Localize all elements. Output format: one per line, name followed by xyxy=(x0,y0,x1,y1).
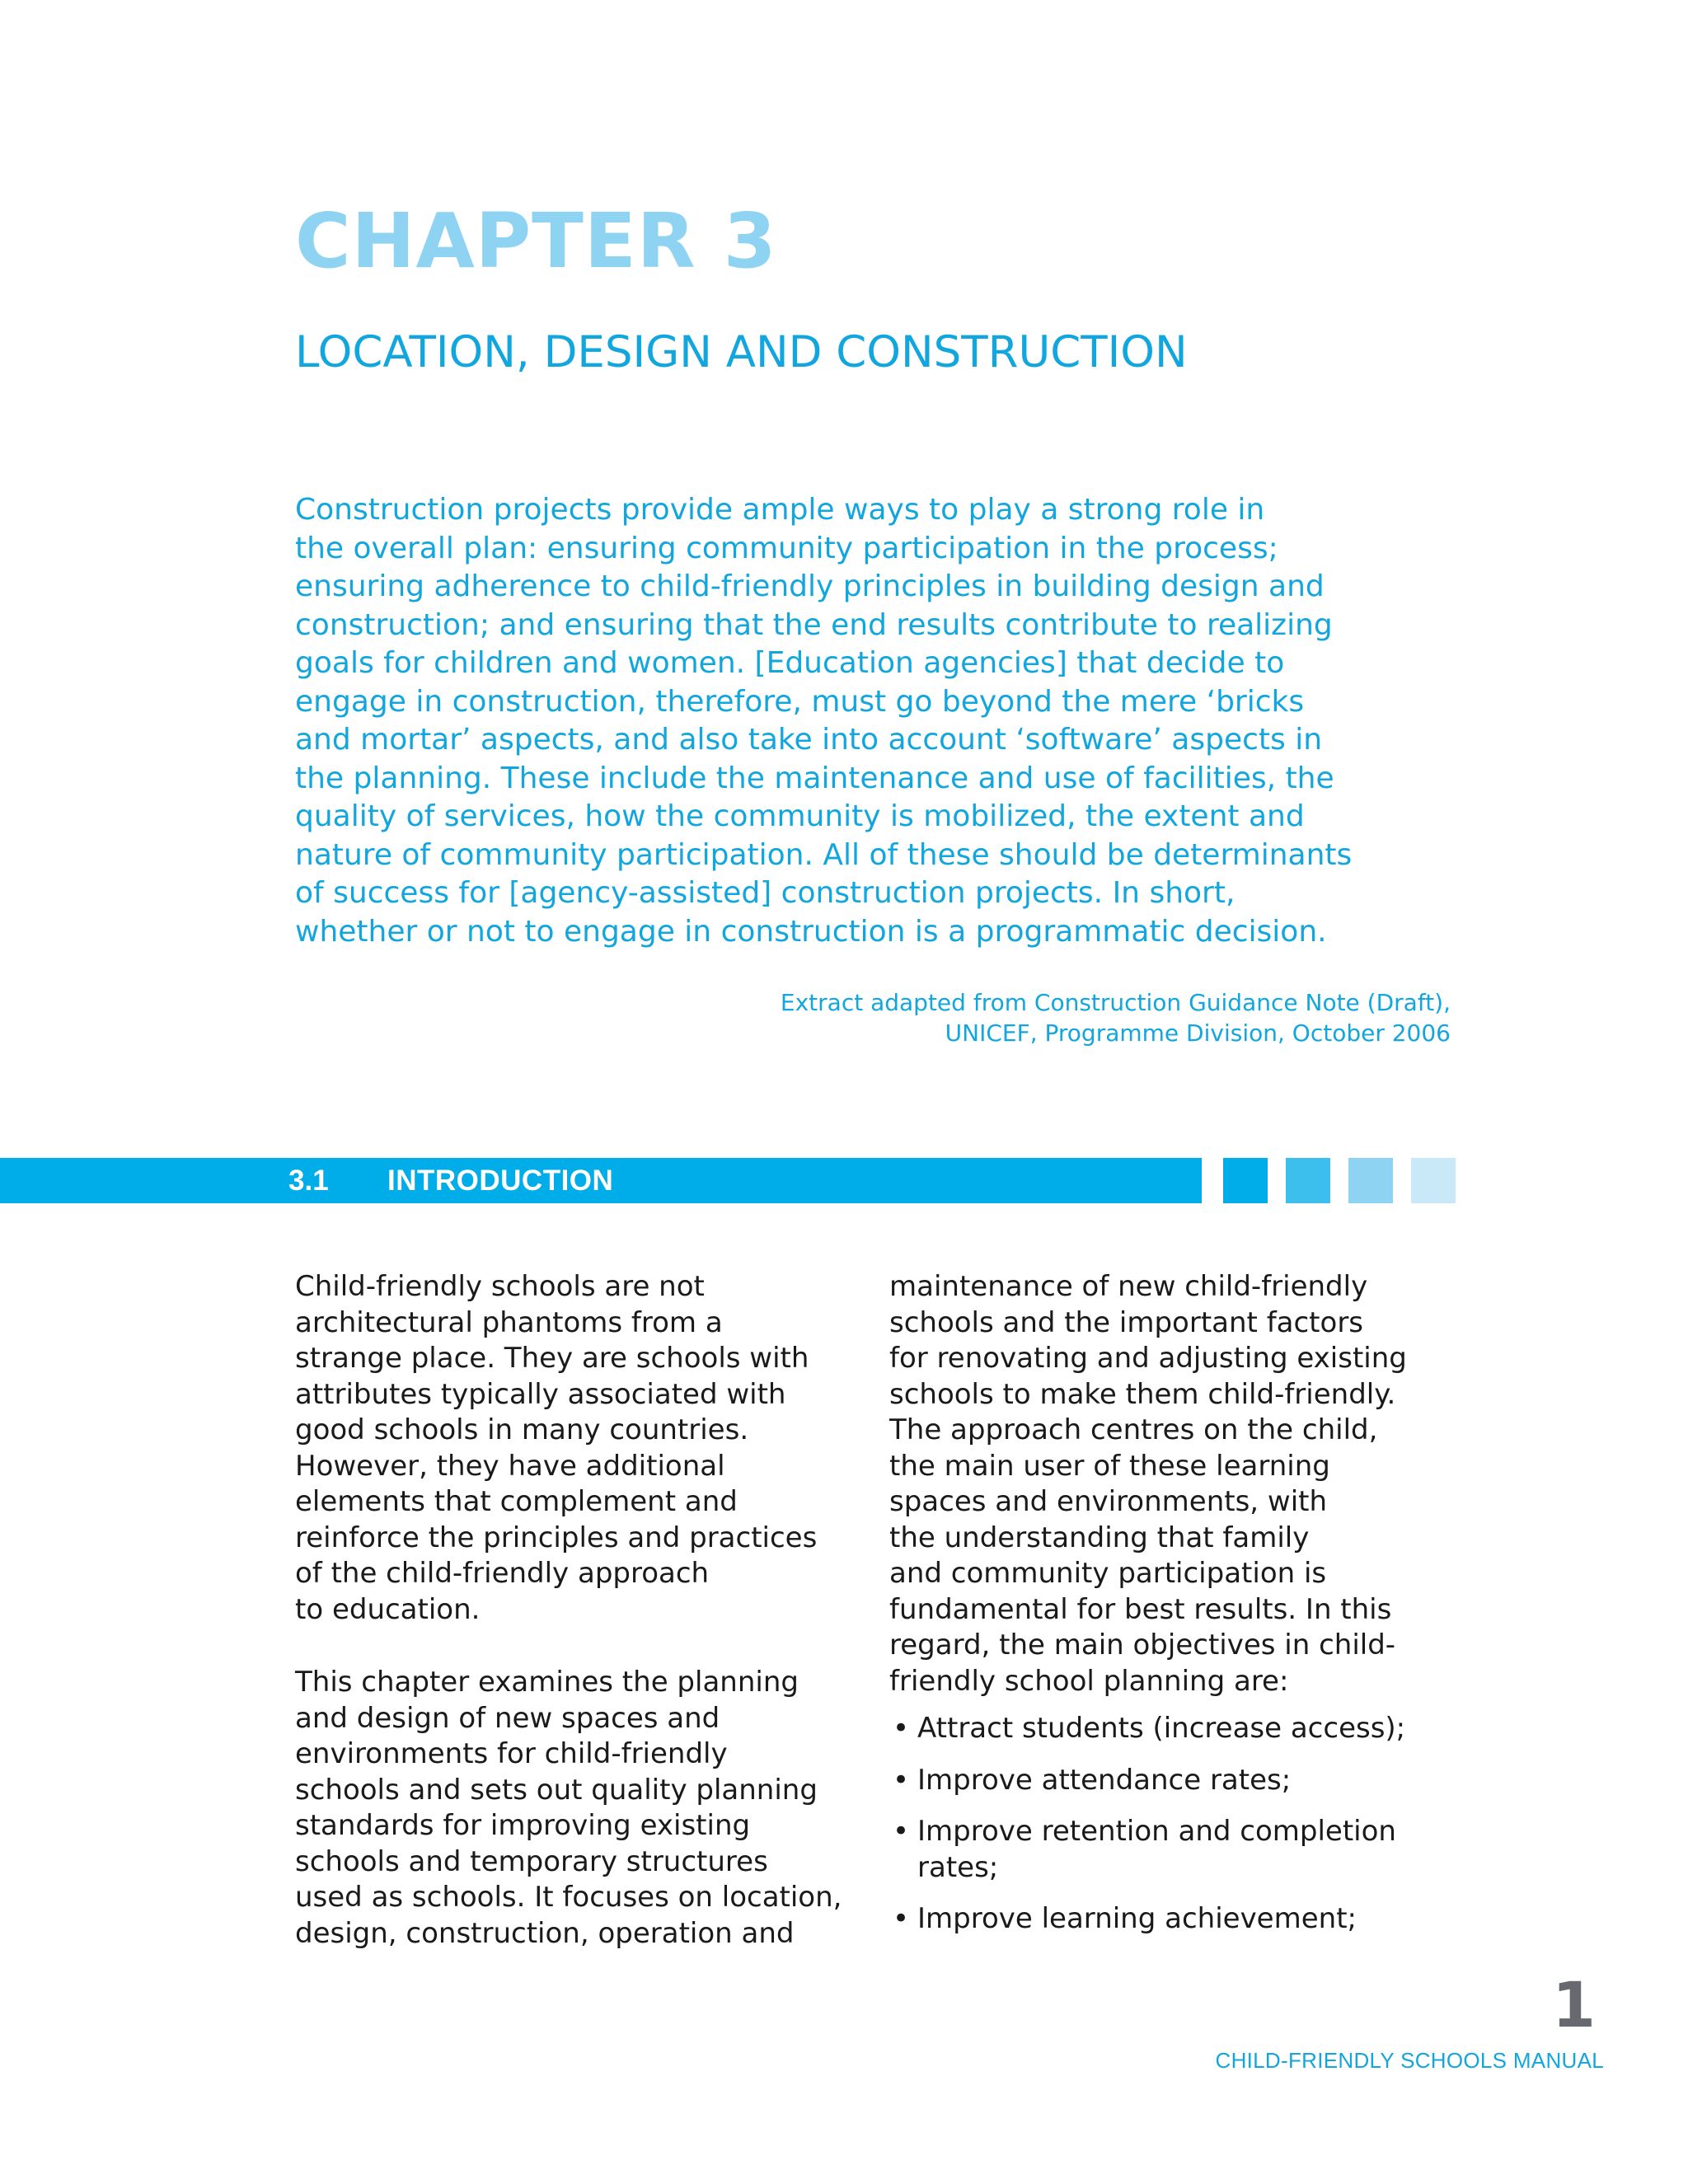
right-text-column xyxy=(889,1269,1466,1953)
text-line: However, they have additional xyxy=(295,1449,725,1483)
text-line: environments for child-friendly xyxy=(295,1737,728,1770)
text-line: and design of new spaces and xyxy=(295,1701,720,1735)
paragraph-spacer xyxy=(295,1628,872,1665)
quote-line: construction; and ensuring that the end results contribute to realizing xyxy=(295,607,1333,642)
list-item-text: Improve retention and completion xyxy=(917,1815,1396,1848)
text-line: friendly school planning are: xyxy=(889,1664,1289,1698)
bullet-icon: • xyxy=(893,1712,910,1745)
decorative-square xyxy=(1286,1158,1330,1203)
text-line: of the child-friendly approach xyxy=(295,1557,710,1590)
text-line: strange place. They are schools with xyxy=(295,1342,809,1375)
quote-line: the planning. These include the maintenance and use of facilities, the xyxy=(295,761,1334,795)
list-item xyxy=(889,1711,1466,1747)
text-line: fundamental for best results. In this xyxy=(889,1592,1392,1626)
chapter-subtitle: LOCATION, DESIGN AND CONSTRUCTION xyxy=(295,327,1188,377)
attribution-line: Extract adapted from Construction Guidance Note (Draft), xyxy=(780,989,1451,1016)
decorative-square xyxy=(1411,1158,1456,1203)
text-line: the main user of these learning xyxy=(889,1449,1330,1483)
bullet-icon: • xyxy=(893,1902,910,1935)
list-item-text: Attract students (increase access); xyxy=(917,1712,1406,1745)
text-line: and community participation is xyxy=(889,1557,1327,1590)
quote-line: the overall plan: ensuring community participation in the process; xyxy=(295,531,1278,565)
section-header-bar xyxy=(0,1158,1202,1203)
list-item xyxy=(889,1763,1466,1799)
text-line: good schools in many countries. xyxy=(295,1413,749,1446)
chapter-title: CHAPTER 3 xyxy=(295,197,777,285)
paragraph xyxy=(295,1269,872,1628)
quote-attribution xyxy=(781,987,1451,1048)
quote-line: of success for [agency-assisted] construction projects. In short, xyxy=(295,876,1236,910)
section-title: INTRODUCTION xyxy=(387,1165,614,1197)
bullet-icon: • xyxy=(893,1815,910,1848)
intro-quote xyxy=(295,491,1490,951)
section-number: 3.1 xyxy=(288,1165,329,1197)
text-line: standards for improving existing xyxy=(295,1809,751,1842)
quote-line: goals for children and women. [Education agencies] that decide to xyxy=(295,646,1285,680)
quote-line: ensuring adherence to child-friendly principles in building design and xyxy=(295,569,1325,603)
quote-line: and mortar’ aspects, and also take into account ‘software’ aspects in xyxy=(295,723,1323,757)
text-line: reinforce the principles and practices xyxy=(295,1521,818,1554)
text-line: used as schools. It focuses on location, xyxy=(295,1881,842,1914)
text-line: maintenance of new child-friendly xyxy=(889,1270,1368,1303)
bullet-icon: • xyxy=(893,1763,910,1797)
text-line: design, construction, operation and xyxy=(295,1916,795,1950)
text-line: schools and the important factors xyxy=(889,1305,1364,1339)
attribution-line: UNICEF, Programme Division, October 2006 xyxy=(945,1019,1451,1047)
text-line: for renovating and adjusting existing xyxy=(889,1342,1407,1375)
text-line: spaces and environments, with xyxy=(889,1485,1328,1518)
text-line: attributes typically associated with xyxy=(295,1377,786,1411)
text-line: regard, the main objectives in child- xyxy=(889,1629,1396,1661)
list-item xyxy=(889,1901,1466,1938)
footer-manual-title: CHILD-FRIENDLY SCHOOLS MANUAL xyxy=(1215,2048,1604,2073)
objectives-list xyxy=(889,1711,1466,1938)
list-item-text: rates; xyxy=(917,1850,999,1884)
left-text-column xyxy=(295,1269,872,1952)
list-item xyxy=(889,1814,1466,1886)
list-item-text: Improve learning achievement; xyxy=(917,1902,1357,1935)
text-line: schools and sets out quality planning xyxy=(295,1773,818,1807)
text-line: The approach centres on the child, xyxy=(889,1413,1378,1446)
paragraph xyxy=(889,1269,1466,1699)
quote-line: Construction projects provide ample ways to play a strong role in xyxy=(295,493,1265,527)
text-line: the understanding that family xyxy=(889,1521,1310,1554)
quote-line: engage in construction, therefore, must go beyond the mere ‘bricks xyxy=(295,684,1305,719)
text-line: This chapter examines the planning xyxy=(295,1666,799,1699)
quote-line: quality of services, how the community is mobilized, the extent and xyxy=(295,799,1305,833)
page-number: 1 xyxy=(1552,1968,1596,2041)
quote-line: nature of community participation. All of these should be determinants xyxy=(295,837,1353,872)
list-item-text: Improve attendance rates; xyxy=(917,1763,1292,1797)
text-line: schools to make them child-friendly. xyxy=(889,1377,1396,1411)
text-line: to education. xyxy=(295,1592,481,1626)
text-line: elements that complement and xyxy=(295,1485,738,1518)
decorative-square xyxy=(1223,1158,1268,1203)
paragraph xyxy=(295,1665,872,1952)
decorative-square xyxy=(1348,1158,1393,1203)
text-line: schools and temporary structures xyxy=(295,1844,768,1878)
text-line: architectural phantoms from a xyxy=(295,1305,723,1339)
quote-line: whether or not to engage in construction is a programmatic decision. xyxy=(295,914,1327,949)
text-line: Child-friendly schools are not xyxy=(295,1270,705,1303)
